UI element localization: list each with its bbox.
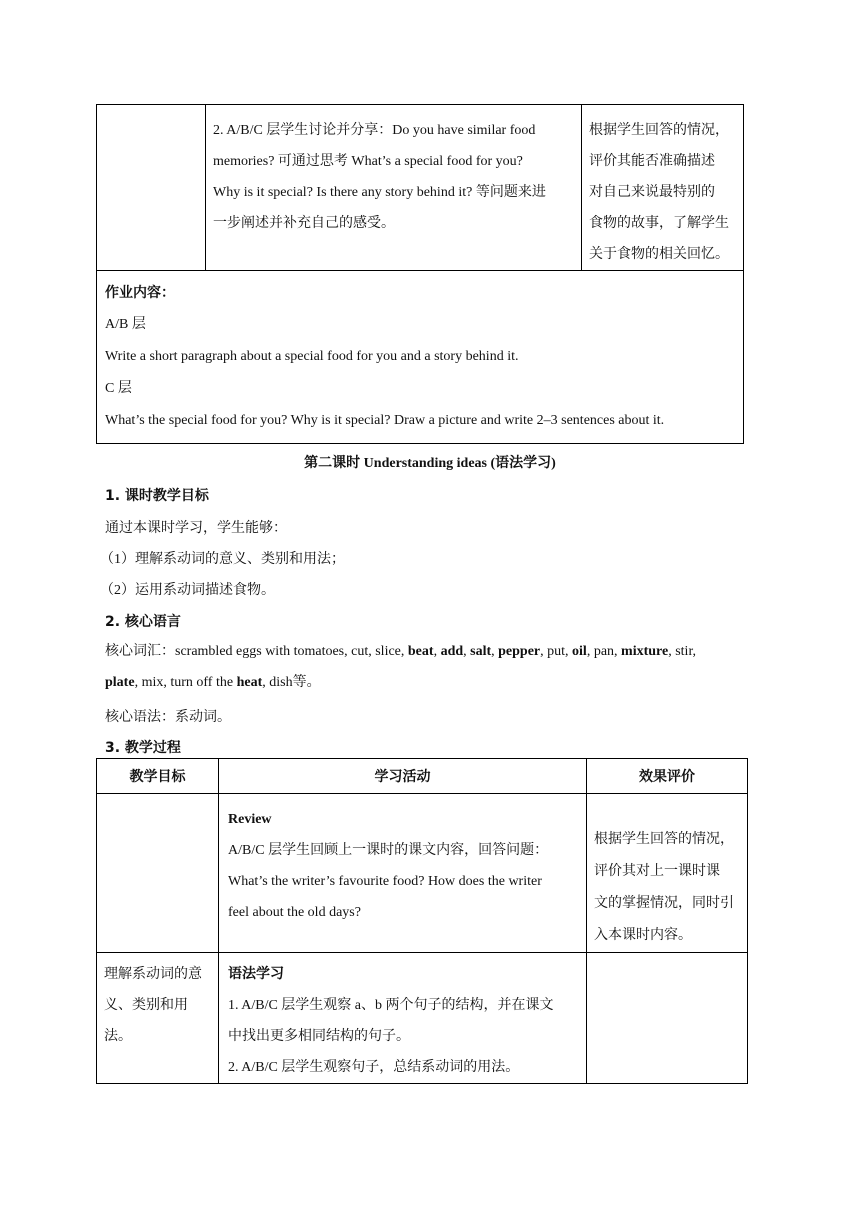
activity-line: What’s the writer’s favourite food? How does the writer: [228, 874, 542, 889]
activity-line: Why is it special? Is there any story behind it? 等问题来进: [213, 185, 546, 200]
eval-cell: [582, 105, 744, 271]
activity-line: 中找出更多相同结构的句子。: [228, 1029, 410, 1044]
row2-goal: [97, 953, 219, 1084]
activity-line: 一步阐述并补充自己的感受。: [213, 216, 395, 231]
lesson2-table: [96, 758, 748, 1084]
vocab-text: , put,: [540, 644, 573, 659]
activity-line: 2. A/B/C 层学生讨论并分享：Do you have similar food: [213, 123, 536, 138]
eval-line: 文的掌握情况，同时引: [594, 896, 734, 911]
homework-ab-label: A/B 层: [105, 317, 146, 332]
vocab-text: ,: [463, 644, 471, 659]
goal-line: 义、类别和用法。: [104, 998, 188, 1044]
core-vocabulary: [105, 636, 747, 698]
header-eval: [587, 759, 748, 794]
homework-cell: [97, 271, 744, 444]
activity-cell: [206, 105, 582, 271]
eval-line: 关于食物的相关回忆。: [589, 247, 729, 262]
section1-item-1: （1）理解系动词的意义、类别和用法；: [100, 552, 345, 567]
eval-line: 根据学生回答的情况，: [589, 123, 729, 138]
vocab-label: 核心词汇：: [105, 644, 175, 659]
section1-intro: 通过本课时学习，学生能够：: [105, 521, 287, 536]
vocab-bold-word: mixture: [621, 644, 669, 659]
section3-heading: 3. 教学过程: [105, 740, 181, 756]
header-activity: [219, 759, 587, 794]
eval-line: 对自己来说最特别的: [589, 185, 715, 200]
vocab-bold-word: oil: [572, 644, 587, 659]
eval-line: 入本课时内容。: [594, 928, 692, 943]
eval-line: 食物的故事，了解学生: [589, 216, 729, 231]
vocab-bold-word: salt: [470, 644, 492, 659]
lesson2-title: 第二课时 Understanding ideas (语法学习): [304, 456, 556, 471]
row1-activity: [219, 794, 587, 953]
vocab-text: , dish等。: [262, 675, 321, 690]
header-goal-label: 教学目标: [129, 769, 186, 785]
row1-eval: [587, 794, 748, 953]
goal-cell: [97, 105, 206, 271]
eval-line: 评价其对上一课时课: [594, 864, 720, 879]
vocab-text: ,: [491, 644, 499, 659]
activity-line: memories? 可通过思考 What’s a special food for you?: [213, 154, 523, 169]
section2-heading: 2. 核心语言: [105, 614, 181, 630]
vocab-text: , stir,: [668, 644, 697, 659]
section1-heading: 1. 课时教学目标: [105, 488, 209, 504]
core-grammar: 核心语法：系动词。: [105, 710, 231, 725]
vocab-text: scrambled eggs with tomatoes, cut, slice,: [175, 644, 408, 659]
grammar-study-title: 语法学习: [228, 966, 284, 982]
activity-line: feel about the old days?: [228, 905, 361, 920]
homework-ab-text: Write a short paragraph about a special food for you and a story behind it.: [105, 349, 519, 364]
vocab-bold-word: add: [440, 644, 464, 659]
row1-goal: [97, 794, 219, 953]
vocab-bold-word: beat: [407, 644, 434, 659]
goal-line: 理解系动词的意: [104, 967, 202, 982]
row2-activity: [219, 953, 587, 1084]
vocab-bold-word: plate: [105, 675, 135, 690]
activity-line: A/B/C 层学生回顾上一课时的课文内容，回答问题：: [228, 843, 549, 858]
homework-title: 作业内容：: [105, 285, 175, 301]
section1-item-2: （2）运用系动词描述食物。: [100, 583, 275, 598]
vocab-text: , mix, turn off the: [134, 675, 237, 690]
homework-c-label: C 层: [105, 381, 132, 396]
eval-line: 评价其能否准确描述: [589, 154, 715, 169]
header-activity-label: 学习活动: [374, 769, 431, 785]
row2-eval: [587, 953, 748, 1084]
homework-c-text: What’s the special food for you? Why is it special? Draw a picture and write 2–3 sentences about it.: [105, 413, 665, 428]
vocab-bold-word: pepper: [498, 644, 541, 659]
vocab-text: ,: [433, 644, 441, 659]
activity-line: 2. A/B/C 层学生观察句子，总结系动词的用法。: [228, 1060, 520, 1075]
eval-line: 根据学生回答的情况，: [594, 832, 734, 847]
vocab-bold-word: heat: [236, 675, 263, 690]
header-goal: [97, 759, 219, 794]
header-eval-label: 效果评价: [639, 769, 695, 785]
vocab-text: , pan,: [586, 644, 622, 659]
lesson1-table: [96, 104, 744, 444]
activity-line: 1. A/B/C 层学生观察 a、b 两个句子的结构，并在课文: [228, 998, 554, 1013]
review-title: Review: [228, 812, 272, 827]
